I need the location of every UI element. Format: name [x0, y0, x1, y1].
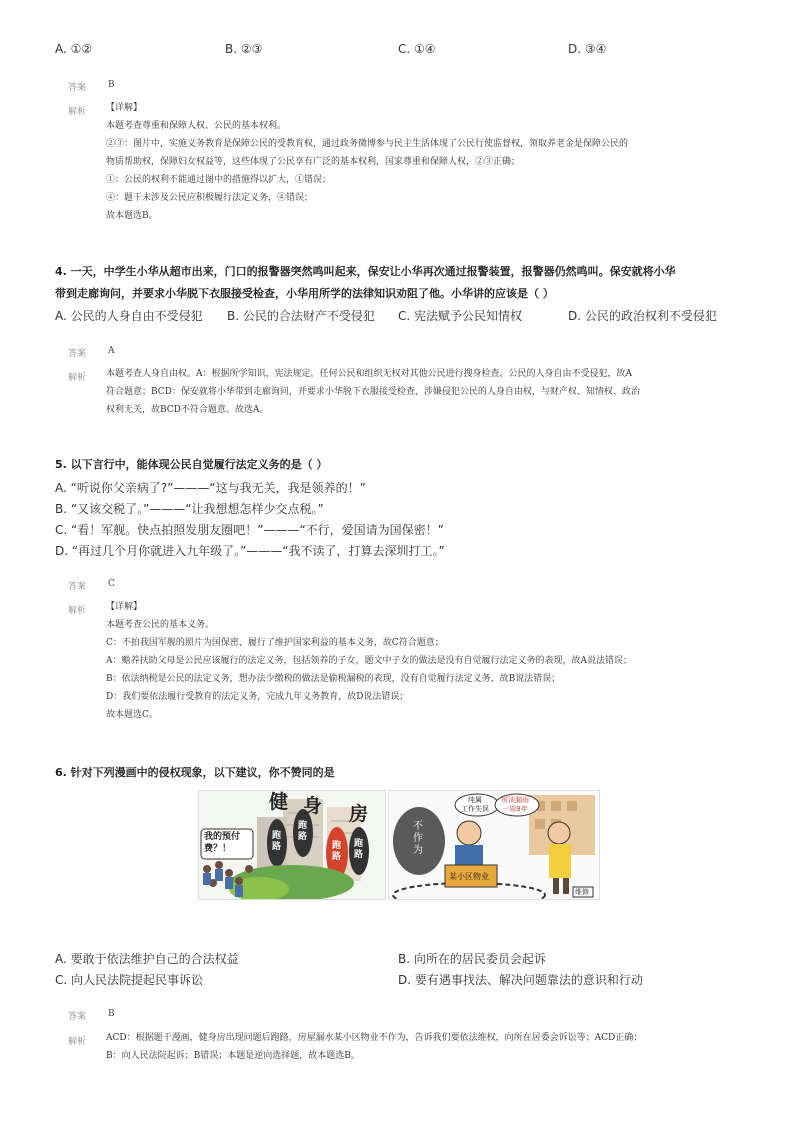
bubble-line: 纯属 [468, 796, 482, 804]
q4-option-d: D. 公民的政治权利不受侵犯 [568, 309, 717, 323]
q3-answer-label: 答案 [68, 83, 87, 93]
q4-option-a: A. 公民的人身自由不受侵犯 [55, 309, 203, 323]
bubble-line: 一周9年 [502, 805, 528, 813]
explanation-line: 故本题选B。 [106, 211, 158, 221]
explanation-line: 物质帮助权，保障妇女权益等，这些体现了公民享有广泛的基本权利，国家尊重和保障人权，②③正确； [106, 157, 521, 167]
gym-word-shen: 身 [303, 795, 323, 817]
q3-option-d: D. ③④ [568, 42, 607, 56]
explanation-line: 【详解】 [106, 602, 143, 612]
q6-option-b: B. 向所在的居民委员会起诉 [398, 952, 546, 966]
q3-explanation [106, 99, 628, 225]
q3-option-a: A. ①② [55, 42, 93, 56]
q5-option-d: D. “再过几个月你就进入九年级了。”———“我不读了，打算去深圳打工。” [55, 544, 445, 558]
q5-answer-label: 答案 [68, 582, 87, 592]
q6-answer: B [108, 1009, 115, 1019]
explanation-line: ④：题干未涉及公民应积极履行法定义务，④错误； [106, 193, 314, 203]
q5-explanation-label: 解析 [68, 606, 87, 616]
smoke-char: 不 [413, 821, 423, 832]
run-label-4: 跑路 [354, 839, 364, 860]
explanation-line: 本题考查公民的基本义务。 [106, 620, 215, 630]
q5-explanation [106, 598, 632, 724]
explanation-line: B：依法纳税是公民的法定义务，想办法少缴税的做法是偷税漏税的表现，没有自觉履行法定义务，故B说法错误； [106, 674, 561, 684]
explanation-line: ①：公民的权利不能通过图中的措施得以扩大，①错误； [106, 175, 332, 185]
cartoon-gym [198, 790, 386, 900]
explanation-line: ②③：图片中，实施义务教育是保障公民的受教育权，通过政务微博参与民主生活体现了公民行使监督权，领取养老金是保障公民的 [106, 139, 629, 149]
smoke-char: 为 [413, 845, 423, 856]
gym-word-jian: 健 [269, 791, 289, 813]
cartoon-property [388, 790, 600, 900]
run-label-3: 跑路 [332, 841, 342, 862]
explanation-line: 符合题意；BCD：保安就将小华带到走廊询问，并要求小华脱下衣服接受检查，涉嫌侵犯公民的人身自由权，与财产权、知情权、政治 [106, 387, 640, 397]
explanation-line: 权利无关，故BCD不符合题意。故选A。 [106, 405, 269, 415]
repair-tag: 维修 [575, 888, 589, 896]
question-title-line: 带到走廊询问，并要求小华脱下衣服接受检查，小华用所学的法律知识劝阻了他。小华讲的应该是（ ） [55, 287, 554, 300]
explanation-line: B：向人民法院起诉；B错误；本题是逆向选择题，故本题选B。 [106, 1051, 360, 1061]
excuse-bubble [461, 796, 489, 814]
q6-explanation-label: 解析 [68, 1037, 87, 1047]
q3-answer: B [108, 80, 115, 90]
desk-sign: 某小区物业 [449, 872, 489, 881]
q6-explanation [106, 1029, 642, 1065]
explanation-line: 故本题选C。 [106, 710, 158, 720]
complaint-bubble [501, 796, 529, 814]
bubble-line: 费？！ [204, 844, 232, 854]
explanation-line: A：赡养扶助父母是公民应该履行的法定义务，包括领养的子女，题文中子女的做法是没有自觉履行法定义务的表现，故A说法错误； [106, 656, 633, 666]
explanation-line: 【详解】 [106, 103, 143, 113]
q5-option-c: C. “看！军舰。快点拍照发朋友圈吧！”———“不行，爱国请为国保密！” [55, 523, 444, 537]
q5-title: 5. 以下言行中，能体现公民自觉履行法定义务的是（ ） [55, 458, 328, 471]
q4-explanation [106, 365, 640, 419]
q4-explanation-label: 解析 [68, 373, 87, 383]
smoke-char: 作 [413, 833, 423, 844]
question-title-line: 4. 一天，中学生小华从超市出来，门口的报警器突然鸣叫起来，保安让小华再次通过报警装置，报警器仍然鸣叫。保安就将小华 [55, 265, 676, 278]
q6-option-c: C. 向人民法院提起民事诉讼 [55, 973, 204, 987]
explanation-line: 本题考查尊重和保障人权、公民的基本权利。 [106, 121, 287, 131]
q5-answer: C [108, 579, 115, 589]
bubble-line: 我的预付 [204, 832, 241, 842]
q3-explanation-label: 解析 [68, 107, 87, 117]
q5-option-a: A. “听说你父亲病了?”———“这与我无关，我是领养的！” [55, 481, 366, 495]
q3-option-b: B. ②③ [225, 42, 263, 56]
q6-option-d: D. 要有遇事找法、解决问题靠法的意识和行动 [398, 973, 643, 987]
run-label-2: 跑路 [298, 821, 308, 842]
q4-title [55, 261, 676, 305]
q5-option-b: B. “又该交税了。”———“让我想想怎样少交点税。” [55, 502, 324, 516]
inaction-smoke-text [413, 821, 423, 857]
q5-options [55, 478, 445, 562]
q4-option-c: C. 宪法赋予公民知情权 [398, 309, 523, 323]
bubble-line: 工作失误 [461, 805, 489, 813]
q6-title: 6. 针对下列漫画中的侵权现象，以下建议，你不赞同的是 [55, 766, 335, 779]
q6-answer-label: 答案 [68, 1012, 87, 1022]
bubble-line: 房顶漏雨 [501, 796, 529, 804]
prepaid-bubble [204, 831, 240, 855]
run-label-1: 跑路 [272, 831, 282, 852]
q4-answer-label: 答案 [68, 349, 87, 359]
explanation-line: 本题考查人身自由权。A：根据所学知识，宪法规定，任何公民和组织无权对其他公民进行搜身检查，公民的人身自由不受侵犯，故A [106, 369, 633, 379]
explanation-line: D：我们要依法履行受教育的法定义务，完成九年义务教育，故D说法错误； [106, 692, 409, 702]
explanation-line: C：不拍我国军舰的照片为国保密，履行了维护国家利益的基本义务，故C符合题意； [106, 638, 444, 648]
q4-answer: A [108, 346, 115, 356]
q6-option-a: A. 要敢于依法维护自己的合法权益 [55, 952, 239, 966]
explanation-line: ACD：根据题干漫画，健身房出现问题后跑路，房屋漏水某小区物业不作为，告诉我们要依法维权，向所在居委会诉讼等；ACD正确； [106, 1033, 643, 1043]
q4-option-b: B. 公民的合法财产不受侵犯 [227, 309, 375, 323]
gym-word-fang: 房 [349, 803, 369, 825]
q3-option-c: C. ①④ [398, 42, 436, 56]
